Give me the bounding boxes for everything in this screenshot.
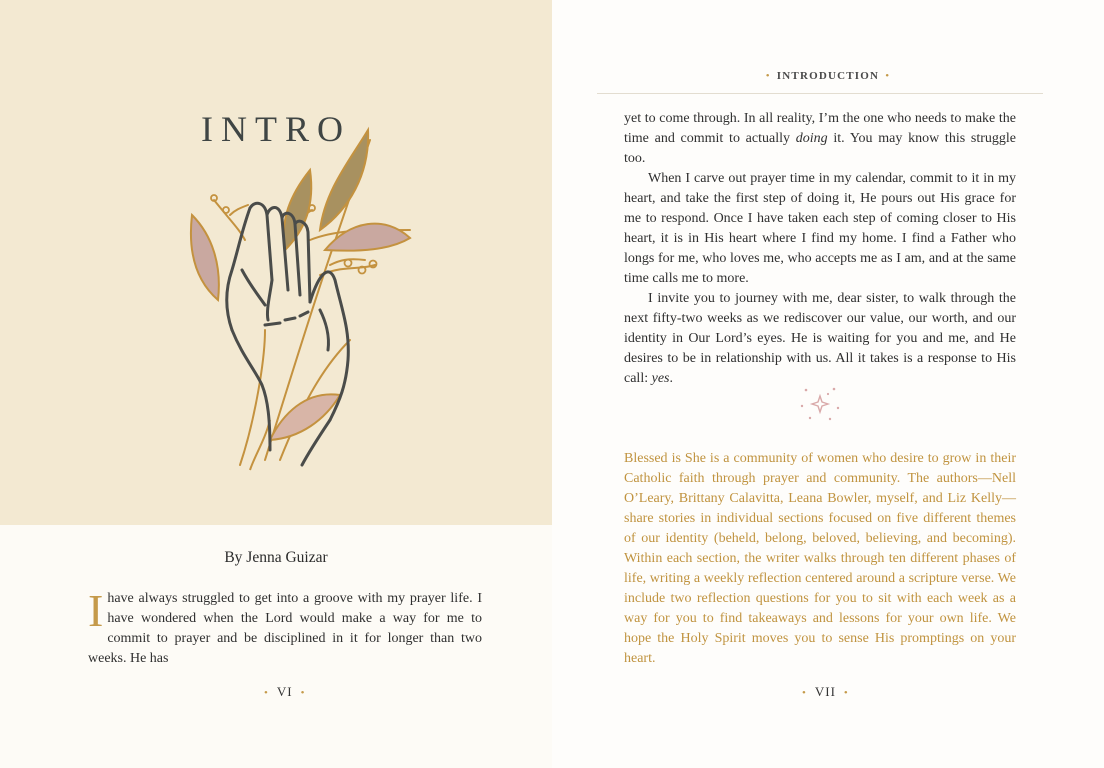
sidebar-text: Blessed is She is a community of women who desire to grow in their Catholic faith through prayer and community. The authors—Nell O’Leary, Brittany Calavitta, Leana Bowler, myself, and Liz Kelly—share stories in individual sections focused on five different themes of our identity (beheld, belong, beloved, believing, and becoming). Within each section, the writer walks through ten different phases of life, writing a weekly reflection centered around a scripture verse. We include two reflection questions for you to sit with each week as a way for you to find takeaways and lessons for your own life. We hope the Holy Spirit moves you to sense His promptings on your heart. [624, 451, 1016, 666]
italic-emphasis: doing [795, 131, 828, 146]
bullet-ornament-icon: • [264, 687, 269, 699]
body-text-left [88, 585, 482, 669]
illustration-panel [0, 0, 552, 525]
body-paragraph: have always struggled to get into a groove with my prayer life. I have wondered when the Lord would make a way for me to commit to prayer and be disciplined in it for longer than two weeks. He has [88, 591, 482, 666]
running-head-label: INTRODUCTION [776, 70, 880, 82]
paragraph-2: When I carve out prayer time in my calendar, commit to it in my heart, and take the first step of doing it, He pours out His grace for me to respond. Once I have taken each step of coming closer to His heart, it is in His heart where I find my home. I find a Father who longs for me, who loves me, who accepts me as I am, and at the same time calls me to more. [624, 171, 1016, 286]
bullet-ornament-icon: • [885, 70, 891, 82]
italic-emphasis: yes [651, 371, 670, 386]
drop-cap: I [88, 585, 104, 636]
sparkle-ornament-icon [798, 384, 842, 424]
paragraph-text: yet to come through. In all reality, I’m the one who needs to make the time and commit to actually [624, 111, 1016, 146]
header-divider [597, 93, 1043, 94]
paragraph-3 [624, 289, 1016, 389]
right-page [552, 0, 1104, 768]
bullet-ornament-icon: • [765, 70, 771, 82]
author-byline: By Jenna Guizar [224, 549, 328, 566]
chapter-title: INTRO [201, 109, 351, 149]
bullet-ornament-icon: • [843, 687, 849, 699]
page-number-label: VII [814, 684, 836, 699]
praying-hands-illustration [170, 120, 430, 490]
paragraph-text: it. You may know this struggle too. [624, 131, 1016, 166]
page-number-right [794, 684, 857, 700]
paragraph-text: . [669, 371, 673, 386]
paragraph-1 [624, 109, 1016, 169]
page-number-left [256, 684, 313, 700]
paragraph-text: I invite you to journey with me, dear sister, to walk through the next fifty-two weeks as we rediscover our value, our worth, and our identity in Our Lord’s eyes. He is waiting for you and me, and He desires to be in relationship with us. All it takes is a response to His call: [624, 291, 1016, 386]
running-head [552, 70, 1104, 82]
page-number-label: VI [276, 684, 293, 699]
body-text-right [624, 109, 1016, 389]
bullet-ornament-icon: • [300, 687, 306, 699]
bullet-ornament-icon: • [802, 687, 807, 699]
